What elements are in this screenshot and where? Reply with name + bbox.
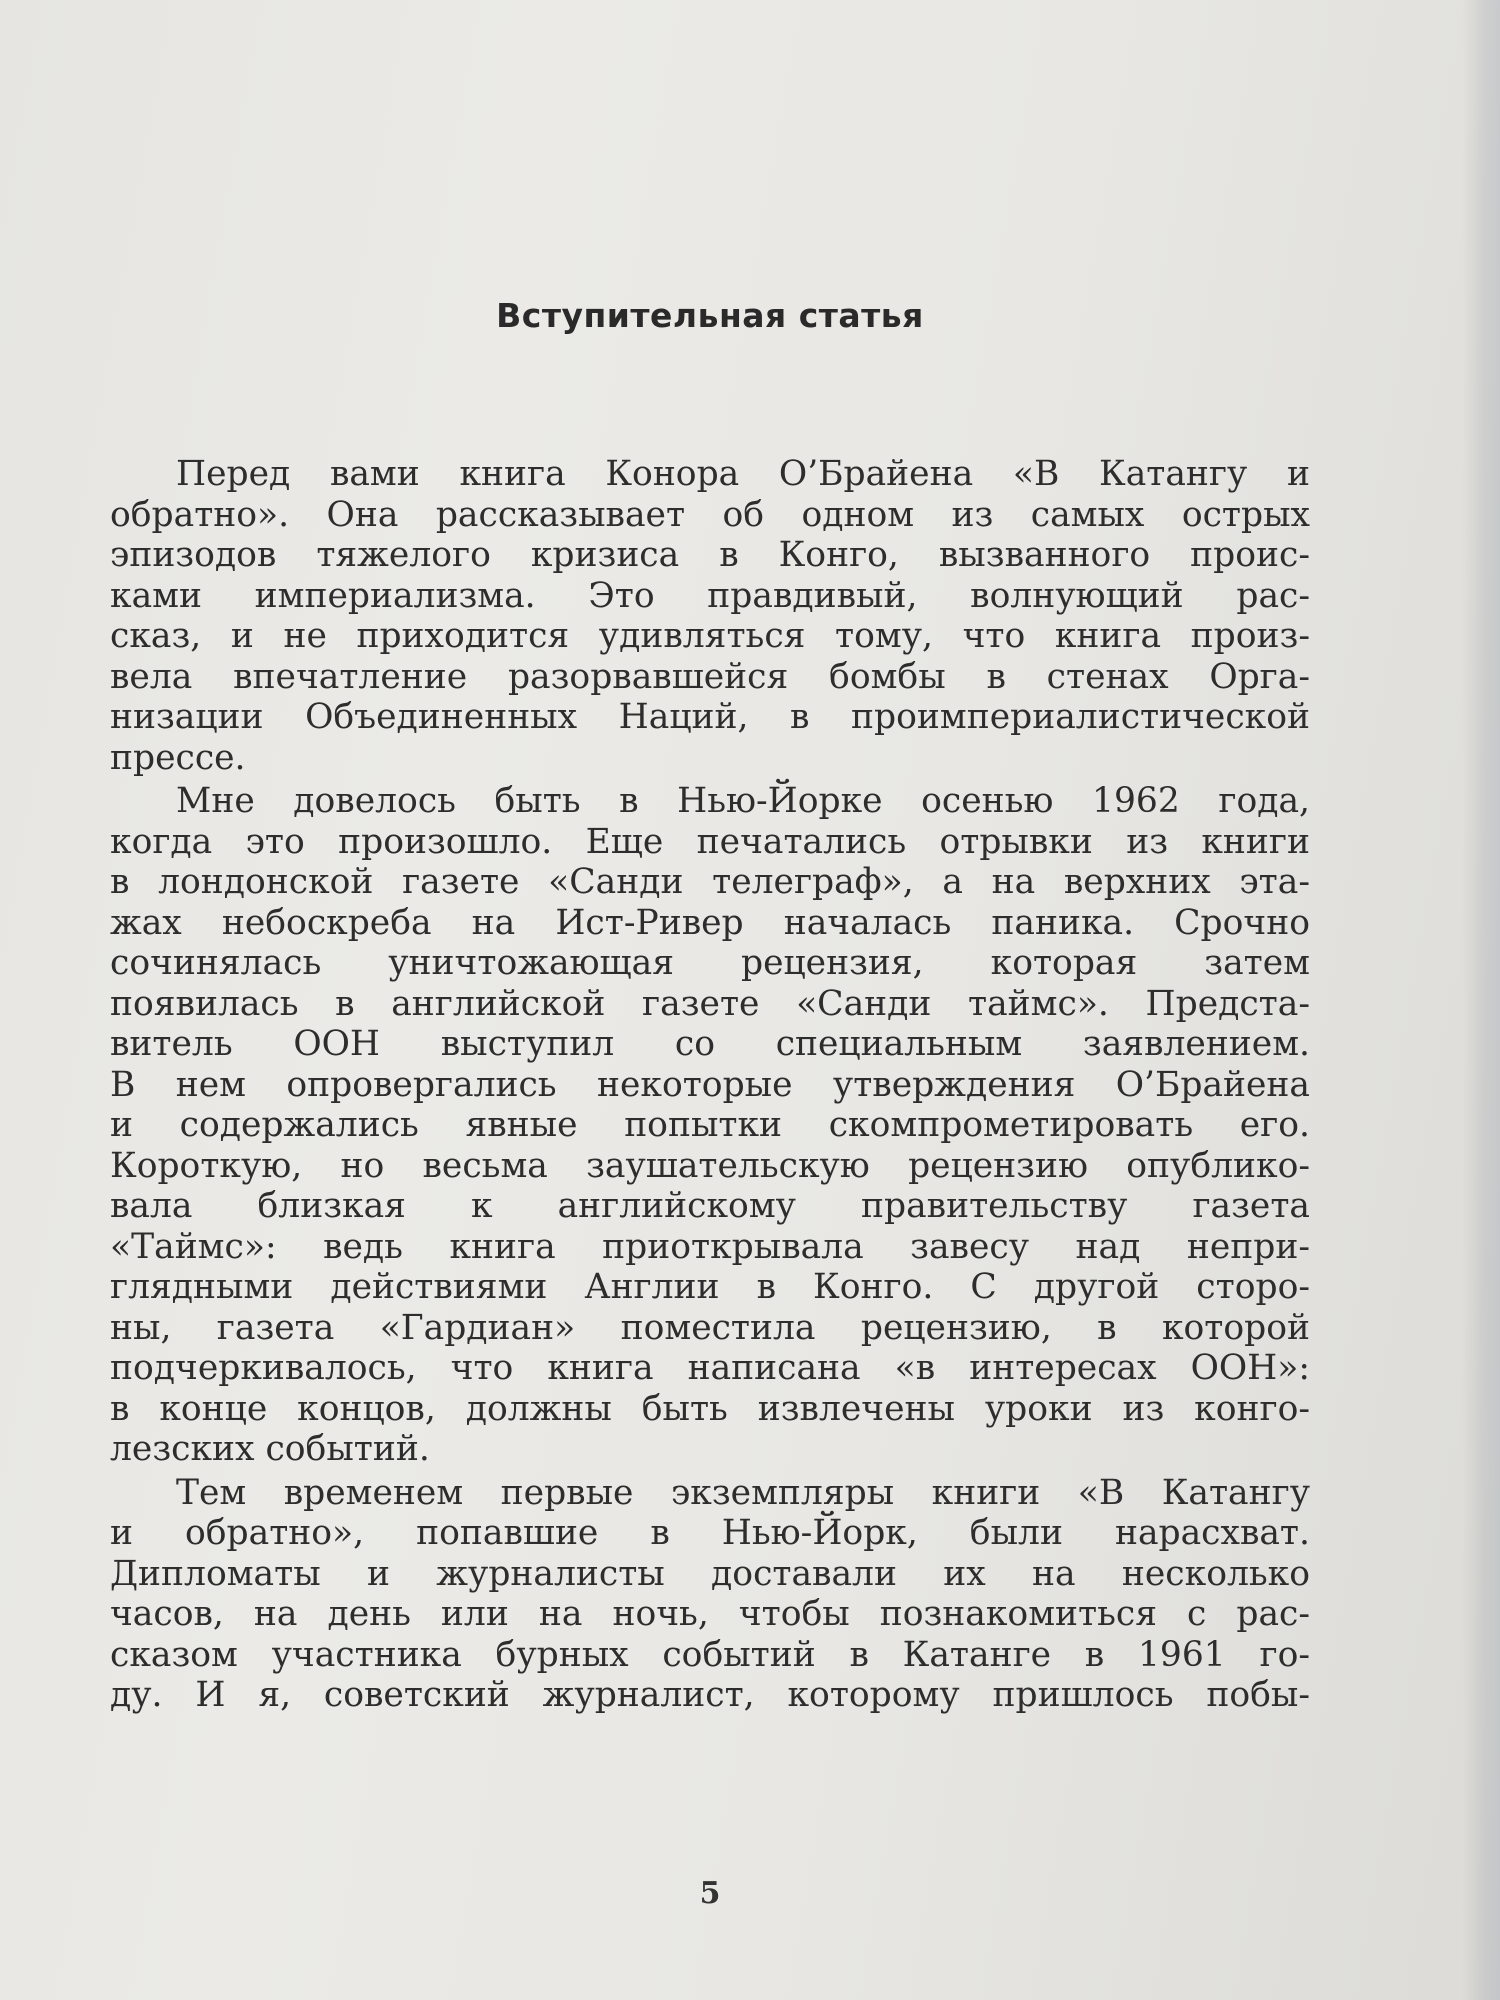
text-line: когда это произошло. Еще печатались отрывки из книги — [110, 821, 1310, 862]
text-line: Тем временем первые экземпляры книги «В Катангу — [176, 1472, 1310, 1513]
text-line: часов, на день или на ночь, чтобы познакомиться с рас- — [110, 1594, 1310, 1634]
text-line: лезских событий. — [110, 1429, 430, 1469]
text-line: и обратно», попавшие в Нью-Йорк, были нарасхват. — [110, 1513, 1310, 1553]
paragraph-1 — [110, 454, 1310, 778]
text-line: сочинялась уничтожающая рецензия, которая затем — [110, 943, 1310, 983]
text-line: прессе. — [110, 737, 246, 778]
page-number: 5 — [699, 1876, 721, 1911]
text-line: Дипломаты и журналисты доставали их на несколько — [110, 1553, 1310, 1594]
text-line: «Таймс»: ведь книга приоткрывала завесу над непри- — [110, 1226, 1310, 1267]
text-line: глядными действиями Англии в Конго. С другой сторо- — [110, 1267, 1310, 1307]
chapter-heading: Вступительная статья — [496, 296, 924, 335]
text-line: вала близкая к английскому правительству газета — [110, 1186, 1310, 1226]
text-line: ками империализма. Это правдивый, волнующий рас- — [110, 575, 1310, 616]
text-line: Мне довелось быть в Нью-Йорке осенью 1962 года, — [176, 781, 1310, 821]
text-line: низации Объединенных Наций, в проимпериалистической — [110, 697, 1310, 737]
text-line: эпизодов тяжелого кризиса в Конго, вызванного проис- — [110, 535, 1310, 575]
body-text — [110, 454, 1310, 1719]
text-line: и содержались явные попытки скомпрометировать его. — [110, 1105, 1310, 1145]
text-line: в конце концов, должны быть извлечены уроки из конго- — [110, 1388, 1310, 1429]
text-line: витель ООН выступил со специальным заявлением. — [110, 1024, 1310, 1064]
text-line: Перед вами книга Конора О’Брайена «В Катангу и — [176, 454, 1310, 494]
text-line: В нем опровергались некоторые утверждения О’Брайена — [110, 1064, 1310, 1105]
page-edge-shadow — [1462, 0, 1500, 2000]
text-line: в лондонской газете «Санди телеграф», а на верхних эта- — [110, 862, 1310, 902]
text-line: жах небоскреба на Ист-Ривер началась паника. Срочно — [110, 902, 1310, 943]
text-line: появилась в английской газете «Санди таймс». Предста- — [110, 983, 1310, 1024]
paragraph-3 — [110, 1473, 1310, 1716]
paragraph-2 — [110, 781, 1310, 1470]
text-line: Короткую, но весьма заушательскую рецензию опублико- — [110, 1145, 1310, 1186]
text-line: обратно». Она рассказывает об одном из самых острых — [110, 494, 1310, 535]
text-line: сказ, и не приходится удивляться тому, что книга произ- — [110, 616, 1310, 656]
text-line: подчеркивалось, что книга написана «в интересах ООН»: — [110, 1348, 1310, 1388]
text-line: ду. И я, советский журналист, которому пришлось побы- — [110, 1675, 1310, 1715]
text-line: ны, газета «Гардиан» поместила рецензию, в которой — [110, 1307, 1310, 1348]
text-line: вела впечатление разорвавшейся бомбы в стенах Орга- — [110, 656, 1310, 697]
text-line: сказом участника бурных событий в Катанге в 1961 го- — [110, 1634, 1310, 1675]
